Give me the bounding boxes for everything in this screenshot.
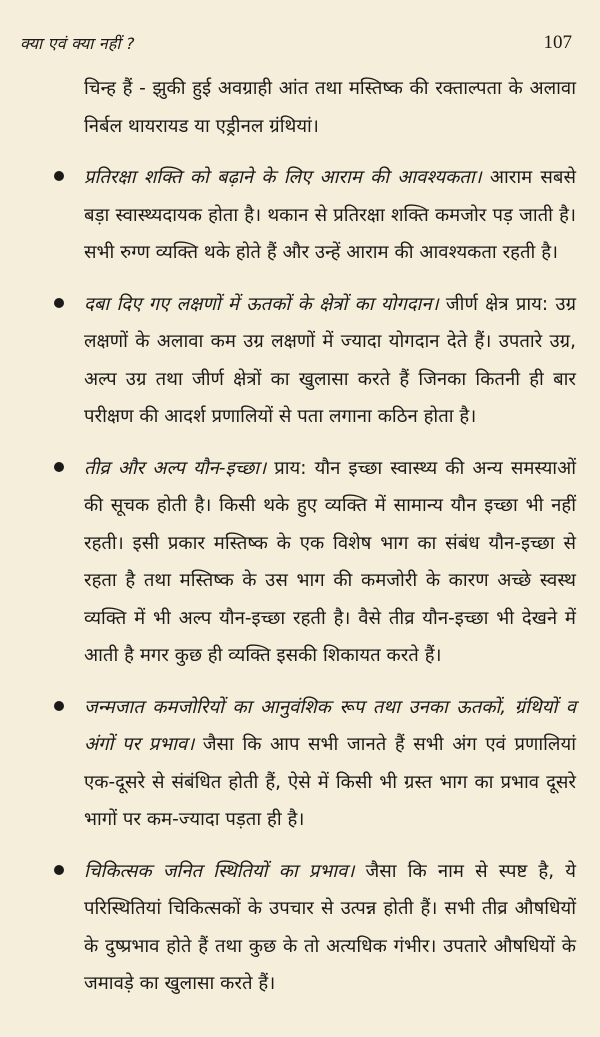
item-heading: दबा दिए गए लक्षणों में ऊतकों के क्षेत्रों का योगदान। — [84, 293, 439, 315]
bullet-item-suppressed-symptoms — [18, 286, 576, 436]
bullet-icon — [54, 462, 64, 472]
page-number: 107 — [543, 32, 572, 53]
item-body: प्राय: यौन इच्छा स्वास्थ्य की अन्य समस्याओं की सूचक होती है। किसी थके हुए व्यक्ति में सामान्य यौन इच्छा भी नहीं रहती। इसी प्रकार मस्तिष्क के एक विशेष भाग का संबंध यौन-इच्छा से रहता है तथा मस्तिष्क के उस भाग की कमजोरी के कारण अच्छे स्वस्थ व्यक्ति में भी अल्प यौन-इच्छा रहती है। वैसे तीव्र यौन-इच्छा भी देखने में आती है मगर कुछ ही व्यक्ति इसकी शिकायत करते हैं। — [84, 457, 577, 666]
bullet-icon — [54, 865, 64, 875]
bullet-icon — [54, 701, 64, 711]
page-body — [18, 70, 576, 1003]
item-body: जीर्ण क्षेत्र प्राय: उग्र लक्षणों के अलावा कम उग्र लक्षणों में ज्यादा योगदान देते हैं। उपतारे उग्र, अल्प उग्र तथा जीर्ण क्षेत्रों का खुलासा करते हैं जिनका कितनी ही बार परीक्षण की आदर्श प्रणालियों से पता लगाना कठिन होता है। — [84, 293, 576, 427]
item-heading: चिकित्सक जनित स्थितियों का प्रभाव। — [84, 860, 355, 882]
bullet-icon — [54, 298, 64, 308]
bullet-item-libido — [18, 450, 576, 675]
bullet-icon — [54, 171, 64, 181]
item-heading: तीव्र और अल्प यौन-इच्छा। — [84, 457, 267, 479]
item-heading: प्रतिरक्षा शक्ति को बढ़ाने के लिए आराम की आवश्यकता। — [84, 167, 482, 188]
item-body: जैसा कि आप सभी जानते हैं सभी अंग एवं प्रणालियां एक-दूसरे से संबंधित होती हैं, ऐसे में किसी भी ग्रस्त भाग का प्रभाव दूसरे भागों पर कम-ज्यादा पड़ता ही है। — [84, 734, 576, 830]
item-body: आराम सबसे बड़ा स्वास्थ्यदायक होता है। थकान से प्रतिरक्षा शक्ति कमजोर पड़ जाती है। सभी रुग्ण व्यक्ति थके होते हैं और उन्हें आराम की आवश्यकता रहती है। — [84, 167, 576, 263]
bullet-item-iatrogenic — [18, 853, 576, 1003]
bullet-item-rest — [18, 159, 576, 272]
page-header — [18, 30, 576, 70]
running-head: क्या एवं क्या नहीं ? — [20, 34, 135, 53]
lead-paragraph: चिन्ह हैं - झुकी हुई अवग्राही आंत तथा मस्तिष्क की रक्ताल्पता के अलावा निर्बल थायरायड या एड्रीनल ग्रंथियां। — [84, 78, 576, 137]
item-heading: जन्मजात कमजोरियों का आनुवंशिक रूप तथा उनका ऊतकों, ग्रंथियों व अंगों पर प्रभाव। — [84, 696, 576, 755]
bullet-item-hereditary-weakness — [18, 689, 576, 839]
item-body: जैसा कि नाम से स्पष्ट है, ये परिस्थितियां चिकित्सकों के उपचार से उत्पन्न होती हैं। सभी तीव्र औषधियों के दुष्प्रभाव होते हैं तथा कुछ के तो अत्यधिक गंभीर। उपतारे औषधियों के जमावड़े का खुलासा करते हैं। — [84, 860, 576, 994]
